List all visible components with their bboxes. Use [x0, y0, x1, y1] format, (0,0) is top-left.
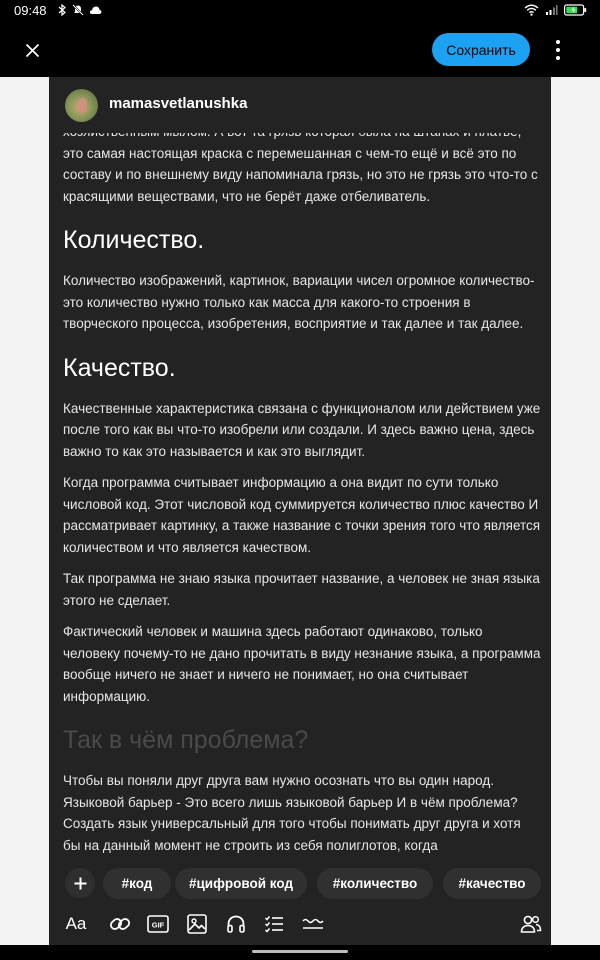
paragraph[interactable]: Качественные характеристика связана с функционалом или действием уже после того как вы что-то изобрели или создали. И здесь важно цена, здесь важно то как это называется и как это выглядит. [63, 400, 541, 459]
dot-icon [556, 48, 560, 52]
link-button[interactable] [108, 912, 132, 936]
paragraph[interactable]: Так программа не знаю языка прочитает название, а человек не зная языка этого не сделает. [63, 571, 540, 608]
wave-divider-icon [302, 916, 324, 932]
heading[interactable]: Качество. [63, 353, 176, 382]
dot-icon [556, 40, 560, 44]
author-header [49, 77, 551, 133]
tag-chip[interactable]: #код [103, 868, 171, 899]
image-icon [187, 914, 207, 934]
cloud-icon [89, 5, 102, 15]
dot-icon [556, 56, 560, 60]
text-format-button[interactable]: Aa [65, 914, 87, 933]
audio-button[interactable] [224, 912, 248, 936]
paragraph[interactable]: Количество изображений, картинок, вариации чисел огромное количество-это количество нужно только как масса для какого-то строения в творческого процесса, изобретения, восприятие и так далее и так далее. [63, 273, 535, 331]
status-right-icons [524, 4, 588, 16]
article-body[interactable] [63, 121, 541, 866]
status-time: 09:48 [14, 3, 47, 18]
heading[interactable]: Количество. [63, 226, 205, 254]
signal-icon [545, 4, 558, 16]
plus-icon [74, 877, 87, 890]
checklist-icon [264, 914, 284, 934]
link-icon [109, 913, 131, 935]
navigation-bar [0, 945, 600, 960]
people-icon [520, 914, 542, 934]
divider-button[interactable] [301, 912, 325, 936]
gif-button[interactable] [146, 912, 170, 936]
wifi-icon [524, 4, 539, 16]
svg-text:GIF: GIF [151, 920, 165, 930]
add-tag-button[interactable] [65, 868, 95, 898]
status-left-icons [58, 4, 102, 16]
right-margin [551, 77, 600, 945]
close-button[interactable] [20, 38, 44, 62]
close-icon [25, 43, 40, 58]
save-button[interactable]: Сохранить [432, 33, 530, 66]
paragraph[interactable]: Фактический человек и машина здесь работают одинаково, только человеку почему-то не дано прочитать в виду незнание языка, а программа вообще ничего не знает и ничего не понимает, но она считывает информацию. [63, 624, 541, 704]
tag-chip[interactable]: #количество [317, 868, 433, 899]
paragraph[interactable]: Чтобы вы поняли друг друга вам нужно осознать что вы один народ. Языковой барьер - Это всего лишь языковой барьер И в чём проблема? Создать язык универсальный для того чтобы понимать друг друга и хотя бы на данный момент не строить из себя полиглотов, когда [63, 773, 521, 853]
bluetooth-icon [58, 4, 67, 16]
home-gesture-handle[interactable] [252, 950, 348, 953]
mention-button[interactable] [519, 912, 543, 936]
avatar[interactable] [65, 89, 98, 122]
paragraph[interactable]: Когда программа считывает информацию а она видит по сути только числовой код. Этот числовой код суммируется количество плюс качество И рассматривает картинку, а также название с точки зрения того что является количеством и что является качеством. [63, 475, 541, 555]
headphones-icon [226, 914, 246, 934]
battery-icon [564, 4, 588, 16]
status-bar [0, 0, 600, 22]
tag-chip[interactable]: #качество [443, 868, 541, 899]
mute-icon [72, 4, 84, 16]
checklist-button[interactable] [262, 912, 286, 936]
paragraph[interactable]: это самая настоящая краска с перемешанная с чем-то ещё и всё это по составу и по внешнему виду напоминала грязь, но это не грязь это что-то с красящими веществами, что не берёт даже отбеливатель. [63, 145, 538, 204]
more-options-button[interactable] [548, 37, 568, 63]
tags-bar [49, 864, 551, 904]
image-button[interactable] [185, 912, 209, 936]
post-editor[interactable] [49, 77, 551, 945]
tag-chip[interactable]: #цифровой код [175, 868, 307, 899]
gif-icon [147, 915, 169, 933]
heading-placeholder[interactable]: Так в чём проблема? [63, 726, 309, 754]
author-name: mamasvetlanushka [109, 95, 248, 112]
left-margin [0, 77, 49, 945]
top-app-bar [0, 22, 600, 77]
formatting-toolbar [49, 906, 551, 945]
